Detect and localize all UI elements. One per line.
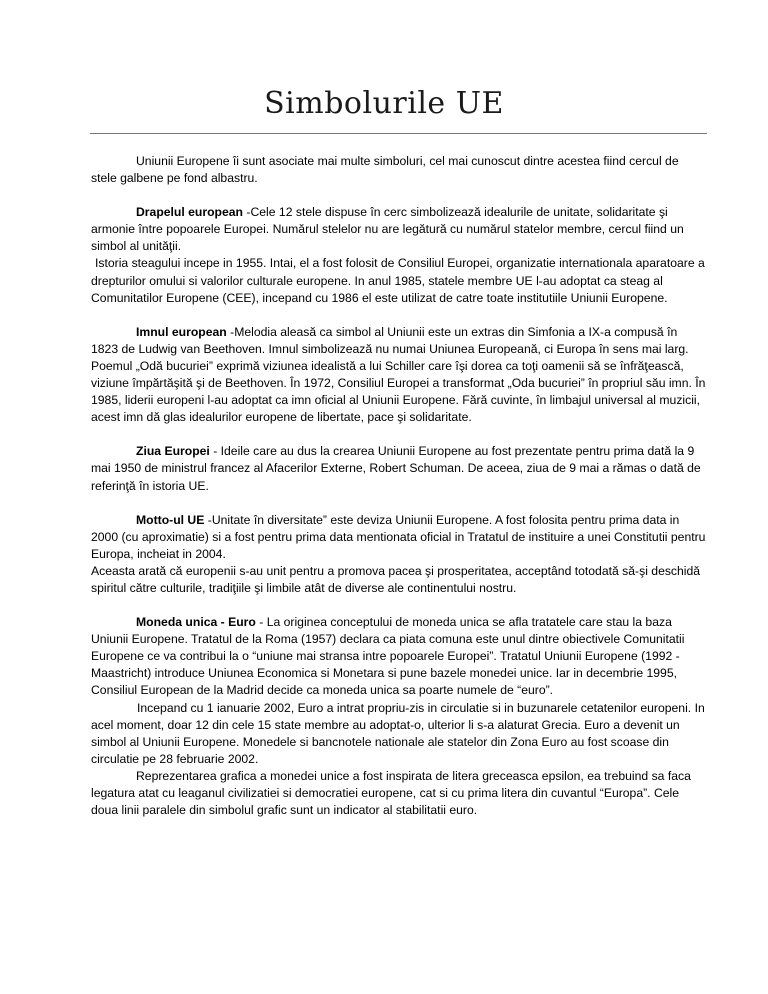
flag-text: -Cele 12 stele dispuse în cerc simbolizează idealurile de unitate, solidaritate şi armonie între popoarele Europei. Numărul stelelor nu are legătură cu numărul statelor membre, cercul fiind un simbol al unităţii.: [91, 205, 684, 254]
europe-day-text: - Ideile care au dus la crearea Uniunii Europene au fost prezentate pentru prima dată la 9 mai 1950 de ministrul francez al Afacerilor Externe, Robert Schuman. De aceea, ziua de 9 mai a rămas o dată de referinţă în istoria UE.: [91, 444, 701, 493]
title-underline: [90, 133, 707, 134]
anthem-text: -Melodia aleasă ca simbol al Uniunii este un extras din Simfonia a IX-a compusă în 1823 de Ludwig van Beethoven. Imnul simbolizează nu numai Uniunea Europeană, ci Europa în sens mai larg. Poemul „Odă bucuriei” exprimă viziunea idealistă a lui Schiller care îşi dorea ca toţi oamenii să se înfrăţească, viziune împărtăşită şi de Beethoven. În 1972, Consiliul Europei a transformat „Oda bucuriei” în propriul său imn. În 1985, liderii europeni l-au adoptat ca imn oficial al Uniunii Europene. Fără cuvinte, în limbajul universal al muzicii, acest imn dă glas idealurilor europene de libertate, pace şi solidaritate.: [91, 324, 706, 425]
flag-paragraph: [91, 204, 707, 255]
motto-meaning-paragraph: Aceasta arată că europenii s-au unit pentru a promova pacea şi prosperitatea, acceptând totodată să-şi deschidă spiritul către culturile, tradiţiile şi limbile atât de diverse ale continentului nostru.: [91, 563, 701, 595]
currency-text: - La originea conceptului de moneda unica se afla tratatele care stau la baza Uniunii Europene. Tratatul de la Roma (1957) declara ca piata comuna este unul dintre obiectivele Comunitatii Europene ce va contribui la o “uniune mai stransa intre popoarele Europei”. Tratatul Uniunii Europene (1992 - Maastricht) introduce Uniunea Economica si Monetara si pune bazele monedei unice. Iar in decembrie 1995, Consiliul European de la Madrid decide ca moneda unica sa poarte numele de “euro”.: [91, 615, 685, 698]
document-body: [91, 153, 707, 819]
currency-heading: Moneda unica - Euro: [136, 615, 256, 630]
anthem-paragraph: [91, 324, 707, 427]
motto-heading: Motto-ul UE: [136, 512, 205, 527]
currency-symbol-paragraph: Reprezentarea grafica a monedei unice a fost inspirata de litera greceasca epsilon, ea trebuind sa faca legatura atat cu leaganul civilizatiei si democratiei europene, cat si cu prima litera din cuvantul “Europa”. Cele doua linii paralele din simbolul grafic sunt un indicator al stabilitatii euro.: [91, 768, 691, 818]
flag-heading: Drapelul european: [136, 205, 244, 220]
anthem-heading: Imnul european: [136, 324, 227, 339]
intro-paragraph: Uniunii Europene îi sunt asociate mai multe simboluri, cel mai cunoscut dintre acestea fiind cercul de stele galbene pe fond albastru.: [91, 154, 679, 186]
currency-paragraph: [91, 614, 707, 699]
motto-text: -Unitate în diversitate” este deviza Uniunii Europene. A fost folosita pentru prima data in 2000 (cu aproximatie) si a fost pentru prima data mentionata oficial in Tratatul de instituire a unei Constitutii pentru Europa, incheiat in 2004.: [91, 512, 706, 561]
page-title: Simbolurile UE: [264, 86, 504, 121]
europe-day-paragraph: [91, 443, 707, 494]
currency-circulation-paragraph: Incepand cu 1 ianuarie 2002, Euro a intrat propriu-zis in circulatie si in buzunarele cetatenilor europeni. In acel moment, doar 12 din cele 15 state membre au adoptat-o, ulterior li s-a alaturat Grecia. Euro a devenit un simbol al Uniunii Europene. Monedele si bancnotele nationale ale statelor din Zona Euro au fost scoase din circulatie pe 28 februarie 2002.: [91, 700, 705, 766]
europe-day-heading: Ziua Europei: [136, 444, 210, 459]
flag-history-paragraph: Istoria steagului incepe in 1955. Intai, el a fost folosit de Consiliul Europei, organizatie internationala aparatoare a drepturilor omului si valorilor culturale europene. In anul 1985, statele membre UE l-au adoptat ca steag al Comunitatilor Europene (CEE), incepand cu 1986 el este utilizat de catre toate institutiile Uniunii Europene.: [91, 256, 705, 305]
motto-paragraph: [91, 512, 707, 563]
